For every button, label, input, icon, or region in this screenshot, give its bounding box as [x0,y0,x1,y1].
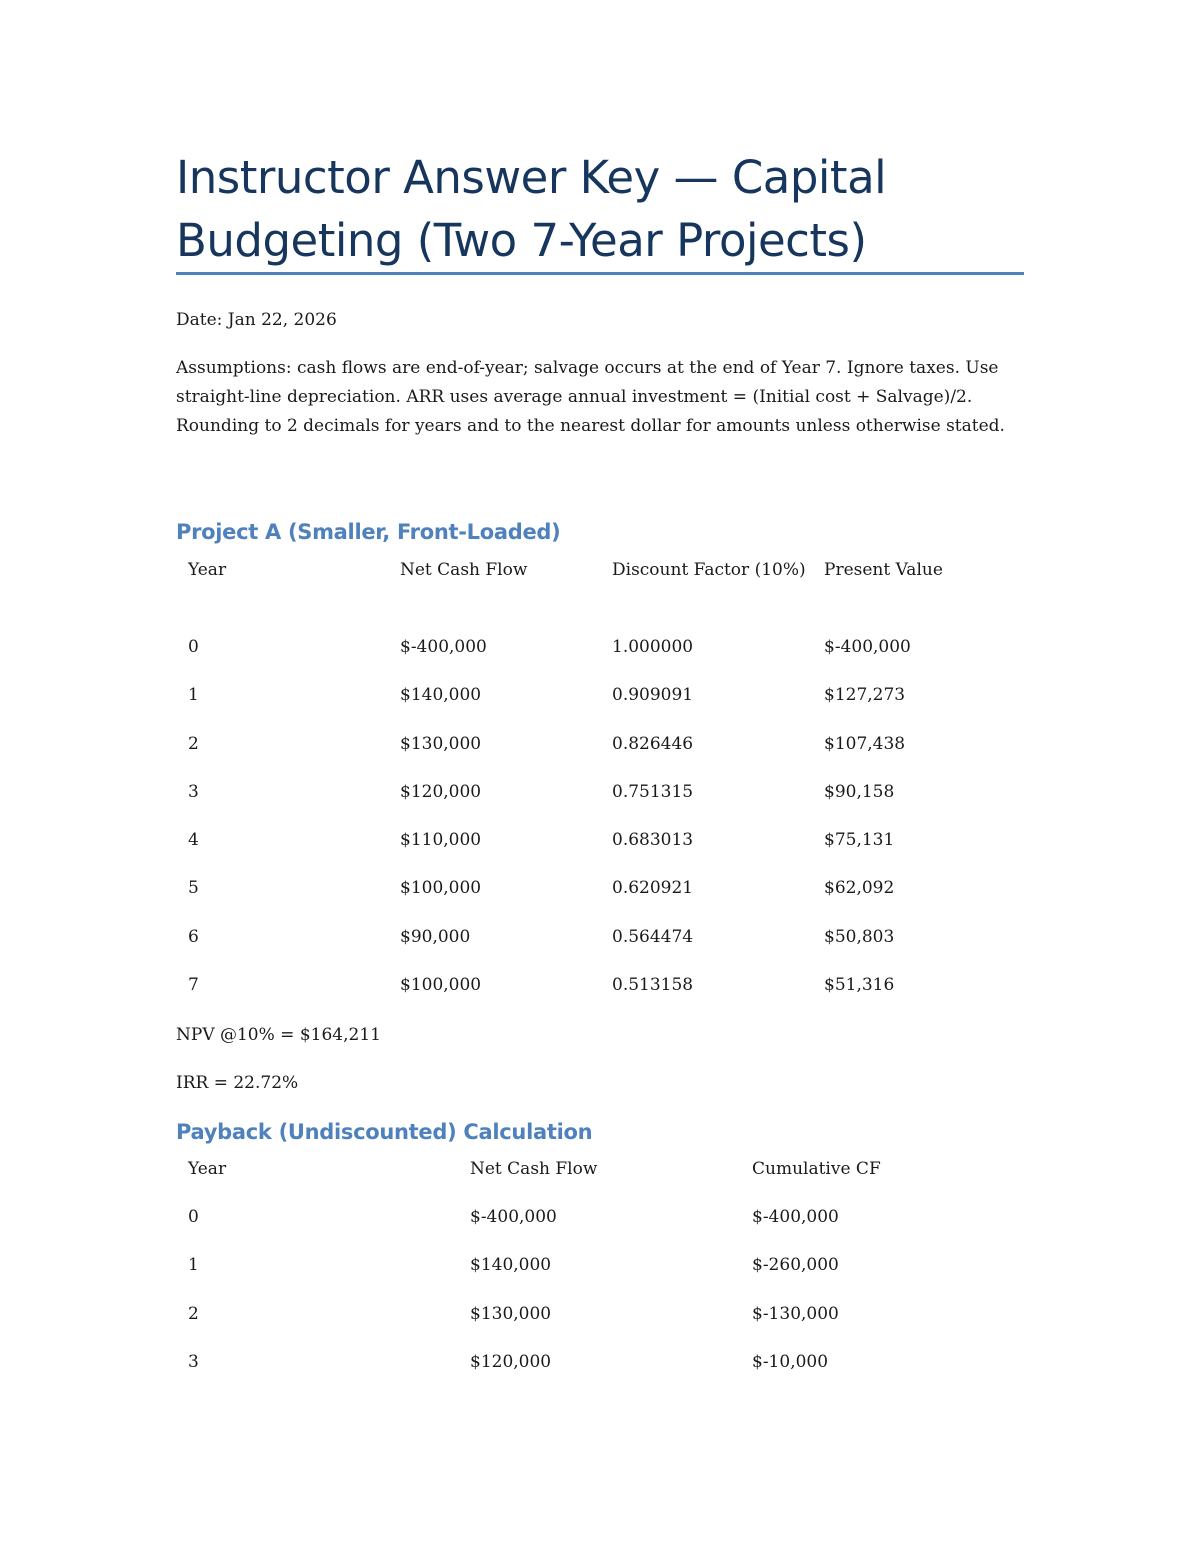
table-row [176,971,1024,1019]
table-row [176,681,1024,729]
cell-cumulative-cf: $-130,000 [752,1303,839,1324]
cell-net-cash-flow: $-400,000 [470,1207,557,1227]
cell-cumulative-cf: $-10,000 [752,1351,829,1372]
cell-present-value: $51,316 [824,975,895,996]
cell-net-cash-flow: $90,000 [400,926,471,947]
table-row [176,730,1024,778]
column-header-year: Year [188,1159,227,1179]
cell-cumulative-cf: $-400,000 [752,1207,839,1227]
cell-year: 0 [188,1207,199,1227]
cell-present-value: $50,803 [824,926,895,947]
cell-net-cash-flow: $100,000 [400,878,482,899]
cell-discount-factor: 0.751315 [612,781,694,802]
cell-year: 5 [188,878,199,899]
cell-discount-factor: 0.564474 [612,926,694,947]
cell-discount-factor: 0.909091 [612,685,694,706]
cell-year: 1 [188,1255,199,1276]
table-header-row [176,556,1024,633]
table-row [176,633,1024,681]
cell-year: 3 [188,1351,199,1372]
cell-net-cash-flow: $140,000 [400,685,482,706]
cell-net-cash-flow: $120,000 [400,781,482,802]
assumptions-paragraph: Assumptions: cash flows are end-of-year; salvage occurs at the end of Year 7. Ignore taxes. Use straight-line depreciation. ARR uses average annual investment = (Initial cost + Salvage)/2. Rounding to 2 decimals for years and to the nearest dollar for amounts unless otherwise stated. [176,358,1005,436]
cell-discount-factor: 0.620921 [612,878,694,899]
cell-net-cash-flow: $130,000 [400,733,482,754]
cell-net-cash-flow: $-400,000 [400,637,487,657]
cell-year: 2 [188,733,199,754]
column-header-cumulative-cf: Cumulative CF [752,1159,881,1179]
table-row [176,1348,1022,1396]
column-header-net-cash-flow: Net Cash Flow [400,560,528,580]
cell-present-value: $107,438 [824,733,906,754]
table-row [176,778,1024,826]
cell-present-value: $-400,000 [824,637,911,657]
project-a-heading: Project A (Smaller, Front-Loaded) [176,520,561,544]
document-title: Instructor Answer Key — Capital Budgeting (Two 7-Year Projects) [176,151,887,267]
table-row [176,826,1024,874]
column-header-present-value: Present Value [824,560,943,580]
table-row [176,923,1024,971]
table-row [176,1251,1022,1299]
column-header-net-cash-flow: Net Cash Flow [470,1159,598,1179]
table-row [176,874,1024,922]
title-divider [176,272,1024,275]
date-line: Date: Jan 22, 2026 [176,310,337,330]
table-header-row [176,1155,1022,1203]
cell-discount-factor: 1.000000 [612,637,694,657]
cell-discount-factor: 0.826446 [612,733,694,754]
cell-year: 1 [188,685,199,706]
table-row [176,1203,1022,1251]
cell-present-value: $62,092 [824,878,895,899]
cell-discount-factor: 0.513158 [612,975,694,996]
cell-present-value: $90,158 [824,781,895,802]
cell-net-cash-flow: $120,000 [470,1351,552,1372]
cell-year: 4 [188,830,199,851]
cell-net-cash-flow: $110,000 [400,830,482,851]
cell-year: 6 [188,926,199,947]
project-a-table [176,556,1024,1019]
cell-present-value: $127,273 [824,685,906,706]
cell-year: 0 [188,637,199,657]
cell-discount-factor: 0.683013 [612,830,694,851]
cell-year: 3 [188,781,199,802]
table-row [176,1300,1022,1348]
irr-result: IRR = 22.72% [176,1073,299,1093]
payback-table [176,1155,1022,1396]
cell-year: 7 [188,975,199,996]
cell-net-cash-flow: $100,000 [400,975,482,996]
column-header-discount-factor: Discount Factor (10%) [612,560,806,580]
cell-year: 2 [188,1303,199,1324]
column-header-year: Year [188,560,227,580]
cell-net-cash-flow: $130,000 [470,1303,552,1324]
payback-heading: Payback (Undiscounted) Calculation [176,1120,593,1144]
cell-cumulative-cf: $-260,000 [752,1255,839,1276]
cell-net-cash-flow: $140,000 [470,1255,552,1276]
npv-result: NPV @10% = $164,211 [176,1025,381,1045]
cell-present-value: $75,131 [824,830,895,851]
